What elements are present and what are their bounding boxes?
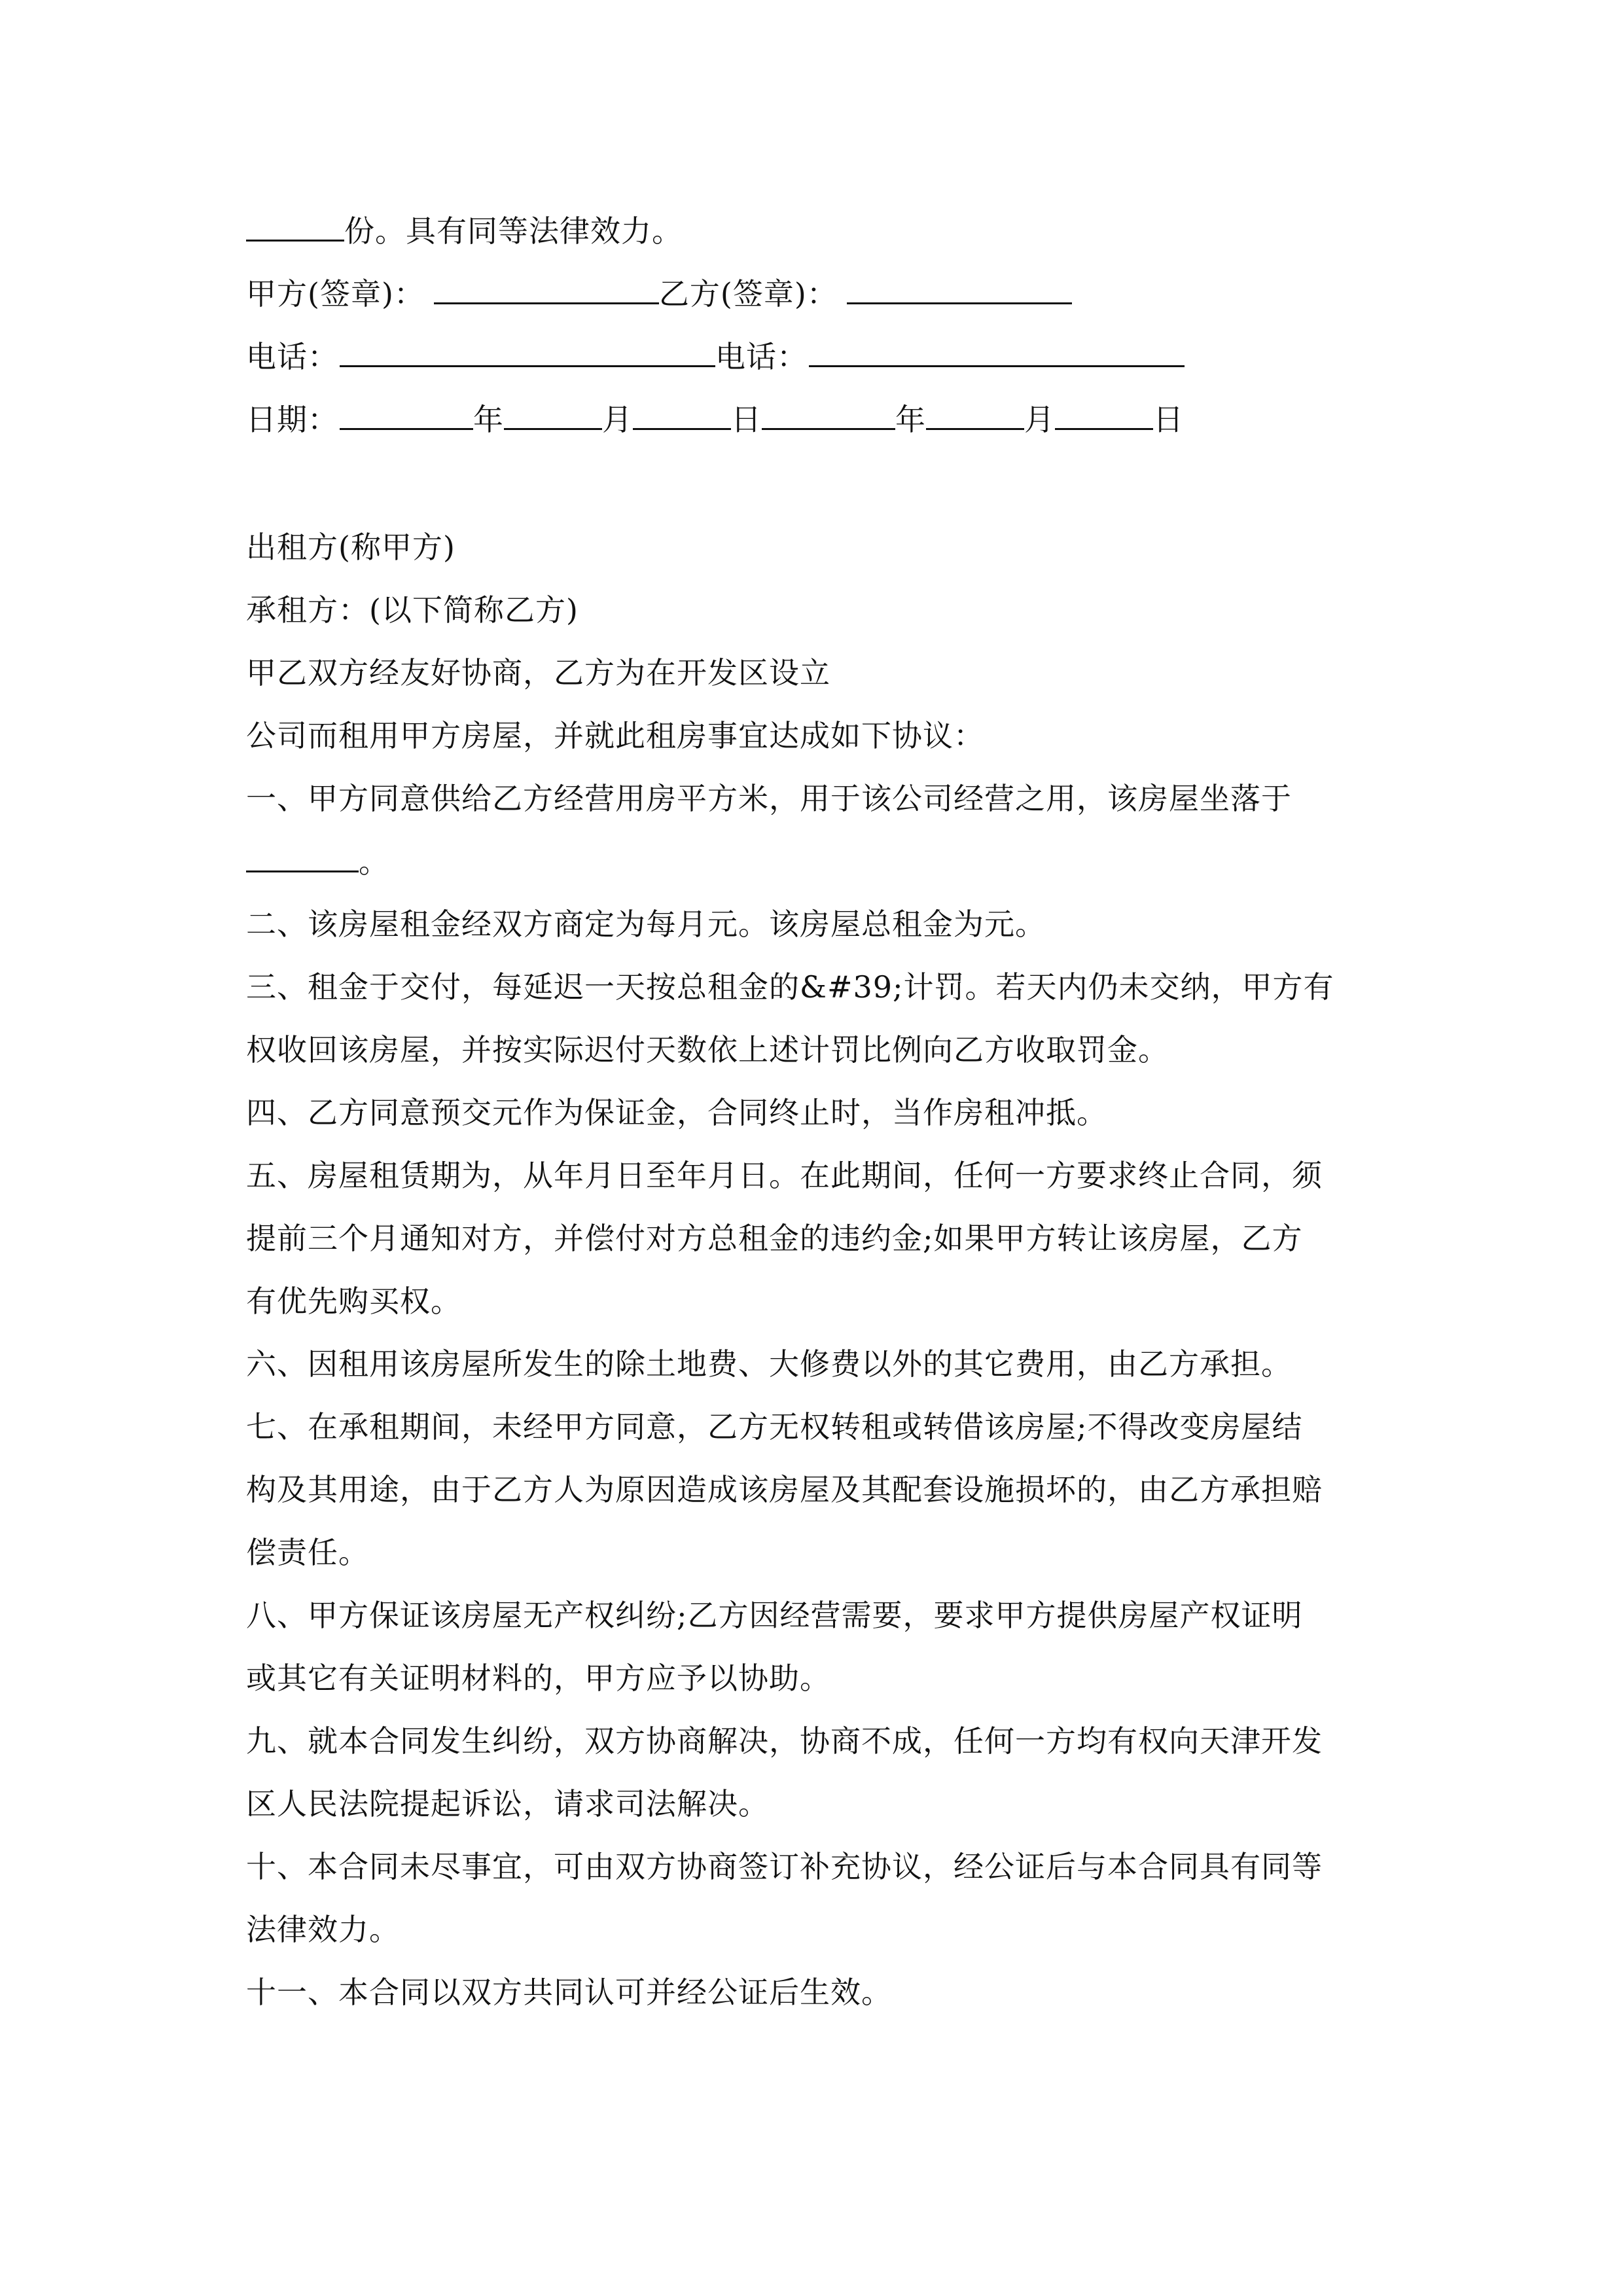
clause-3-line-1: 三、租金于交付，每延迟一天按总租金的&#39;计罚。若天内仍未交纳，甲方有 <box>246 969 1334 1005</box>
party-b-sign-blank <box>847 274 1072 304</box>
clause-1-line-2 <box>246 842 1385 881</box>
clause-9-line-1: 九、就本合同发生纠纷，双方协商解决，协商不成，任何一方均有权向天津开发 <box>246 1723 1323 1759</box>
clause-7-line-1: 七、在承租期间，未经甲方同意，乙方无权转租或转借该房屋;不得改变房屋结 <box>246 1409 1303 1444</box>
party-b-sign-label: 乙方(签章)： <box>658 276 838 312</box>
clause-4-line: 四、乙方同意预交元作为保证金，合同终止时，当作房租冲抵。 <box>246 1095 1107 1130</box>
day-blank-b <box>1055 399 1153 430</box>
date-label: 日期： <box>246 402 338 437</box>
clause-2-line: 二、该房屋租金经双方商定为每月元。该房屋总租金为元。 <box>246 906 1046 942</box>
clause-10-line-1: 十、本合同未尽事宜，可由双方协商签订补充协议，经公证后与本合同具有同等 <box>246 1849 1323 1884</box>
year-blank-a <box>340 399 473 430</box>
day-label-a: 日 <box>731 402 762 437</box>
phone-label-b: 电话： <box>715 339 808 374</box>
party-sign-line <box>246 274 1385 313</box>
party-a-sign-label: 甲方(签章)： <box>246 276 425 312</box>
copies-line <box>246 211 1385 250</box>
lessor-line: 出租方(称甲方) <box>246 529 455 565</box>
copies-blank <box>246 211 344 242</box>
clause-8-line-2: 或其它有关证明材料的，甲方应予以协助。 <box>246 1660 830 1696</box>
intro-line-1: 甲乙双方经友好协商，乙方为在开发区设立 <box>246 655 830 691</box>
copies-suffix: 份。具有同等法律效力。 <box>344 213 683 249</box>
clause-11-line: 十一、本合同以双方共同认可并经公证后生效。 <box>246 1975 892 2010</box>
location-blank <box>246 842 359 872</box>
clause-7-line-3: 偿责任。 <box>246 1535 369 1570</box>
lessee-line: 承租方：(以下简称乙方) <box>246 592 579 628</box>
party-a-sign-blank <box>434 274 659 304</box>
month-label-b: 月 <box>1024 402 1055 437</box>
clause-10-line-2: 法律效力。 <box>246 1912 400 1947</box>
clause-5-line-2: 提前三个月通知对方，并偿付对方总租金的违约金;如果甲方转让该房屋，乙方 <box>246 1221 1303 1256</box>
phone-a-blank <box>340 336 715 367</box>
clause-8-line-1: 八、甲方保证该房屋无产权纠纷;乙方因经营需要，要求甲方提供房屋产权证明 <box>246 1598 1303 1633</box>
intro-line-2: 公司而租用甲方房屋，并就此租房事宜达成如下协议： <box>246 718 984 753</box>
month-label-a: 月 <box>602 402 633 437</box>
phone-b-blank <box>809 336 1185 367</box>
month-blank-b <box>926 399 1024 430</box>
day-blank-a <box>633 399 731 430</box>
clause-1-suffix: 。 <box>359 844 389 880</box>
year-label-b: 年 <box>895 402 926 437</box>
day-label-b: 日 <box>1153 402 1184 437</box>
phone-label-a: 电话： <box>246 339 338 374</box>
clause-6-line: 六、因租用该房屋所发生的除土地费、大修费以外的其它费用，由乙方承担。 <box>246 1346 1292 1382</box>
clause-7-line-2: 构及其用途，由于乙方人为原因造成该房屋及其配套设施损坏的，由乙方承担赔 <box>246 1472 1323 1507</box>
clause-9-line-2: 区人民法院提起诉讼，请求司法解决。 <box>246 1786 769 1821</box>
year-label-a: 年 <box>473 402 504 437</box>
month-blank-a <box>504 399 602 430</box>
clause-5-line-1: 五、房屋租赁期为，从年月日至年月日。在此期间，任何一方要求终止合同，须 <box>246 1158 1323 1193</box>
date-line <box>246 399 1385 439</box>
clause-5-line-3: 有优先购买权。 <box>246 1283 461 1319</box>
clause-3-line-2: 权收回该房屋，并按实际迟付天数依上述计罚比例向乙方收取罚金。 <box>246 1032 1169 1067</box>
phone-line <box>246 336 1385 376</box>
clause-1-line-1: 一、甲方同意供给乙方经营用房平方米，用于该公司经营之用，该房屋坐落于 <box>246 781 1292 816</box>
year-blank-b <box>762 399 895 430</box>
